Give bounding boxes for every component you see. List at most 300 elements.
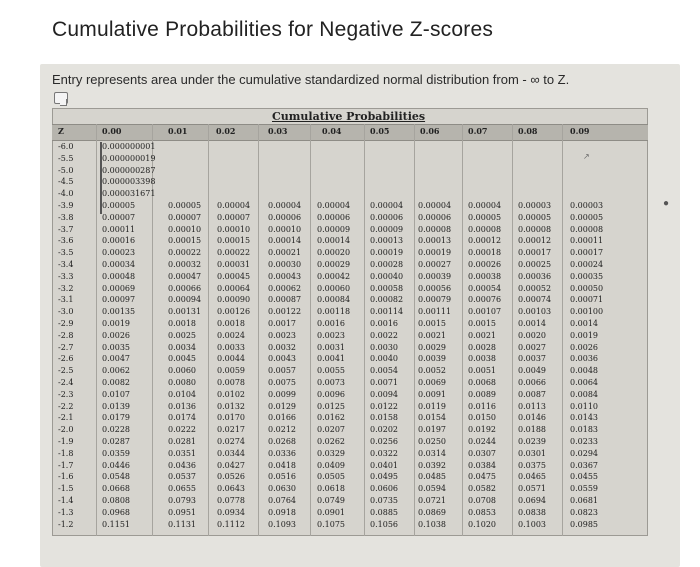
probability-cell: 0.00011 (102, 224, 136, 234)
probability-cell: 0.1003 (518, 519, 546, 529)
table-row (52, 248, 648, 258)
z-value: -2.1 (58, 413, 74, 423)
probability-cell: 0.0455 (570, 472, 598, 482)
probability-cell: 0.00015 (168, 236, 202, 246)
probability-cell: 0.1151 (102, 519, 130, 529)
probability-cell: 0.0516 (268, 472, 296, 482)
table-row (52, 343, 648, 353)
probability-cell: 0.00026 (468, 260, 502, 269)
probability-cell: 0.0375 (518, 460, 546, 470)
probability-cell: 0.0233 (570, 437, 598, 446)
probability-cell: 0.0034 (168, 342, 196, 352)
probability-cell: 0.0096 (317, 389, 345, 399)
probability-cell: 0.0073 (317, 378, 345, 387)
page-title: Cumulative Probabilities for Negative Z-scores (52, 18, 494, 41)
probability-cell: 0.0051 (468, 366, 496, 376)
z-value: -1.4 (58, 496, 74, 505)
probability-cell: 0.0183 (570, 425, 598, 435)
z-value: -2.9 (58, 319, 74, 328)
probability-cell: 0.0838 (518, 507, 546, 517)
probability-cell: 0.0446 (102, 460, 130, 470)
probability-cell: 0.0099 (268, 389, 296, 399)
probability-cell: 0.00114 (370, 307, 404, 317)
probability-cell: 0.0113 (518, 401, 546, 411)
probability-cell: 0.00097 (102, 295, 136, 305)
probability-cell: 0.00007 (168, 212, 202, 222)
table-row (52, 437, 648, 447)
table-row (52, 484, 648, 494)
z-value: -6.0 (58, 142, 74, 151)
probability-cell: 0.0089 (468, 389, 496, 399)
probability-cell: 0.0023 (268, 330, 296, 340)
probability-cell: 0.0170 (217, 413, 245, 423)
probability-cell: 0.0082 (102, 378, 130, 387)
probability-cell: 0.00005 (468, 212, 502, 222)
probability-cell: 0.0475 (468, 472, 496, 482)
probability-cell: 0.00079 (418, 295, 452, 305)
probability-cell: 0.0060 (168, 366, 196, 376)
probability-cell: 0.0281 (168, 437, 196, 446)
probability-cell: 0.0122 (370, 401, 398, 411)
probability-cell: 0.0436 (168, 460, 196, 470)
probability-cell: 0.00030 (268, 260, 302, 269)
z-value: -2.8 (58, 330, 74, 340)
z-value: -1.7 (58, 460, 74, 470)
probability-cell: 0.00013 (370, 236, 404, 246)
probability-cell: 0.0582 (468, 484, 496, 494)
probability-cell: 0.0019 (570, 330, 598, 340)
probability-cell: 0.00005 (570, 212, 604, 222)
probability-cell: 0.0014 (570, 319, 598, 328)
probability-cell: 0.0119 (418, 401, 446, 411)
table-row (52, 331, 648, 341)
probability-cell: 0.0033 (217, 342, 245, 352)
probability-cell: 0.00010 (217, 224, 251, 234)
probability-cell: 0.0037 (518, 354, 546, 364)
probability-cell: 0.0228 (102, 425, 130, 435)
z-value: -2.6 (58, 354, 74, 364)
probability-cell: 0.0465 (518, 472, 546, 482)
probability-cell: 0.00054 (468, 283, 502, 293)
probability-cell: 0.0107 (102, 389, 130, 399)
z-value: -4.5 (58, 177, 74, 187)
probability-cell: 0.0035 (102, 342, 130, 352)
probability-cell: 0.00004 (217, 201, 251, 210)
probability-cell: 0.0336 (268, 448, 296, 458)
z-value: -3.0 (58, 307, 74, 317)
probability-cell: 0.0087 (518, 389, 546, 399)
probability-cell: 0.0630 (268, 484, 296, 494)
probability-cell: 0.00005 (102, 201, 136, 210)
table-row (52, 177, 648, 187)
probability-cell: 0.00006 (370, 212, 404, 222)
probability-cell: 0.1038 (418, 519, 446, 529)
z-value: -4.0 (58, 189, 74, 199)
probability-cell: 0.00017 (518, 248, 552, 258)
probability-cell: 0.0571 (518, 484, 546, 494)
probability-cell: 0.00003 (570, 201, 604, 210)
probability-cell: 0.00008 (418, 224, 452, 234)
probability-cell: 0.0384 (468, 460, 496, 470)
probability-cell: 0.0146 (518, 413, 546, 423)
probability-cell: 0.00020 (317, 248, 351, 258)
probability-cell: 0.000000019 (102, 153, 156, 163)
probability-cell: 0.00058 (370, 283, 404, 293)
probability-cell: 0.0681 (570, 496, 598, 505)
probability-cell: 0.0054 (370, 366, 398, 376)
probability-cell: 0.0294 (570, 448, 598, 458)
probability-cell: 0.0080 (168, 378, 196, 387)
document-icon[interactable] (54, 92, 68, 104)
probability-cell: 0.00021 (268, 248, 302, 258)
probability-cell: 0.1075 (317, 519, 345, 529)
probability-cell: 0.0104 (168, 389, 196, 399)
probability-cell: 0.0041 (317, 354, 345, 364)
probability-cell: 0.0044 (217, 354, 245, 364)
probability-cell: 0.0154 (418, 413, 446, 423)
probability-cell: 0.0197 (418, 425, 446, 435)
table-row (52, 236, 648, 246)
probability-cell: 0.00071 (570, 295, 604, 305)
probability-cell: 0.0024 (217, 330, 245, 340)
probability-cell: 0.000000287 (102, 165, 156, 175)
probability-cell: 0.0166 (268, 413, 296, 423)
probability-cell: 0.0158 (370, 413, 398, 423)
probability-cell: 0.0116 (468, 401, 496, 411)
probability-cell: 0.0075 (268, 378, 296, 387)
probability-cell: 0.0055 (317, 366, 345, 376)
table-row (52, 272, 648, 282)
z-value: -3.1 (58, 295, 74, 305)
highlight-mark (100, 142, 102, 214)
column-header: 0.01 (168, 126, 188, 136)
table-row (52, 189, 648, 199)
probability-cell: 0.0427 (217, 460, 245, 470)
probability-cell: 0.0793 (168, 496, 196, 505)
probability-cell: 0.00039 (418, 271, 452, 281)
probability-cell: 0.00027 (418, 260, 452, 269)
probability-cell: 0.00042 (317, 271, 351, 281)
probability-cell: 0.00074 (518, 295, 552, 305)
probability-cell: 0.0069 (418, 378, 446, 387)
probability-cell: 0.0102 (217, 389, 245, 399)
probability-cell: 0.00062 (268, 283, 302, 293)
probability-cell: 0.0212 (268, 425, 296, 435)
probability-cell: 0.0505 (317, 472, 345, 482)
table-row (52, 366, 648, 376)
table-row (52, 307, 648, 317)
probability-cell: 0.0643 (217, 484, 245, 494)
probability-cell: 0.0032 (268, 342, 296, 352)
probability-cell: 0.0057 (268, 366, 296, 376)
probability-cell: 0.00003 (518, 201, 552, 210)
z-value: -3.2 (58, 283, 74, 293)
probability-cell: 0.0668 (102, 484, 130, 494)
probability-cell: 0.0043 (268, 354, 296, 364)
probability-cell: 0.1093 (268, 519, 296, 529)
probability-cell: 0.0162 (317, 413, 345, 423)
table-row (52, 520, 648, 530)
z-value: -1.5 (58, 484, 74, 494)
probability-cell: 0.0048 (570, 366, 598, 376)
probability-cell: 0.0287 (102, 437, 130, 446)
probability-cell: 0.00023 (102, 248, 136, 258)
table-row (52, 295, 648, 305)
probability-cell: 0.00060 (317, 283, 351, 293)
probability-cell: 0.00069 (102, 283, 136, 293)
probability-cell: 0.00010 (268, 224, 302, 234)
probability-cell: 0.0367 (570, 460, 598, 470)
probability-cell: 0.0526 (217, 472, 245, 482)
probability-cell: 0.0274 (217, 437, 245, 446)
probability-cell: 0.0351 (168, 448, 196, 458)
probability-cell: 0.00007 (102, 212, 136, 222)
table-row (52, 378, 648, 388)
probability-cell: 0.0022 (370, 330, 398, 340)
probability-cell: 0.00100 (570, 307, 604, 317)
table-row (52, 225, 648, 235)
probability-cell: 0.0853 (468, 507, 496, 517)
probability-cell: 0.0016 (317, 319, 345, 328)
table-row (52, 472, 648, 482)
probability-cell: 0.00045 (217, 271, 251, 281)
probability-cell: 0.0537 (168, 472, 196, 482)
probability-cell: 0.0136 (168, 401, 196, 411)
entry-description: Entry represents area under the cumulative standardized normal distribution from - ∞ to Z. (52, 72, 570, 87)
probability-cell: 0.0020 (518, 330, 546, 340)
probability-cell: 0.0548 (102, 472, 130, 482)
probability-cell: 0.0559 (570, 484, 598, 494)
probability-cell: 0.0129 (268, 401, 296, 411)
probability-cell: 0.0618 (317, 484, 345, 494)
probability-cell: 0.0606 (370, 484, 398, 494)
probability-cell: 0.0885 (370, 507, 398, 517)
probability-cell: 0.0015 (468, 319, 496, 328)
probability-cell: 0.0039 (418, 354, 446, 364)
z-value: -2.2 (58, 401, 74, 411)
probability-cell: 0.00014 (317, 236, 351, 246)
probability-cell: 0.0018 (168, 319, 196, 328)
probability-cell: 0.0307 (468, 448, 496, 458)
probability-cell: 0.0016 (370, 319, 398, 328)
table-row (52, 166, 648, 176)
table-row (52, 449, 648, 459)
probability-cell: 0.0052 (418, 366, 446, 376)
probability-cell: 0.0068 (468, 378, 496, 387)
table-row (52, 319, 648, 329)
probability-cell: 0.00005 (168, 201, 202, 210)
z-value: -3.3 (58, 271, 74, 281)
probability-cell: 0.0239 (518, 437, 546, 446)
probability-cell: 0.00012 (468, 236, 502, 246)
probability-cell: 0.00022 (217, 248, 251, 258)
probability-cell: 0.0031 (317, 342, 345, 352)
probability-cell: 0.0694 (518, 496, 546, 505)
probability-cell: 0.0594 (418, 484, 446, 494)
probability-cell: 0.000031671 (102, 189, 156, 199)
probability-cell: 0.1056 (370, 519, 398, 529)
probability-cell: 0.00010 (168, 224, 202, 234)
table-row (52, 213, 648, 223)
probability-cell: 0.00122 (268, 307, 302, 317)
probability-cell: 0.00126 (217, 307, 251, 317)
probability-cell: 0.00131 (168, 307, 202, 317)
table-row (52, 425, 648, 435)
z-value: -3.8 (58, 212, 74, 222)
probability-cell: 0.00008 (468, 224, 502, 234)
probability-cell: 0.0143 (570, 413, 598, 423)
probability-cell: 0.00034 (102, 260, 136, 269)
probability-cell: 0.00006 (418, 212, 452, 222)
z-value: -1.8 (58, 448, 74, 458)
probability-cell: 0.00008 (570, 224, 604, 234)
probability-cell: 0.0314 (418, 448, 446, 458)
probability-cell: 0.0708 (468, 496, 496, 505)
probability-cell: 0.0026 (102, 330, 130, 340)
z-value: -1.2 (58, 519, 74, 529)
table-row (52, 201, 648, 211)
probability-cell: 0.0192 (468, 425, 496, 435)
probability-cell: 0.0778 (217, 496, 245, 505)
probability-cell: 0.00035 (570, 271, 604, 281)
probability-cell: 0.0150 (468, 413, 496, 423)
probability-cell: 0.0721 (418, 496, 446, 505)
probability-cell: 0.0202 (370, 425, 398, 435)
probability-cell: 0.0392 (418, 460, 446, 470)
probability-cell: 0.00047 (168, 271, 202, 281)
column-header: 0.07 (468, 126, 488, 136)
z-value: -5.0 (58, 165, 74, 175)
table-row (52, 461, 648, 471)
probability-cell: 0.0125 (317, 401, 345, 411)
probability-cell: 0.00024 (570, 260, 604, 269)
table-caption: Cumulative Probabilities (272, 110, 426, 123)
probability-cell: 0.00135 (102, 307, 136, 317)
probability-cell: 0.00056 (418, 283, 452, 293)
z-value: -3.4 (58, 260, 74, 269)
z-value: -2.4 (58, 378, 74, 387)
probability-cell: 0.0030 (370, 342, 398, 352)
column-header: 0.02 (216, 126, 236, 136)
z-value: -5.5 (58, 153, 74, 163)
probability-cell: 0.00008 (518, 224, 552, 234)
probability-cell: 0.0951 (168, 507, 196, 517)
probability-cell: 0.0174 (168, 413, 196, 423)
probability-cell: 0.0344 (217, 448, 245, 458)
probability-cell: 0.0029 (418, 342, 446, 352)
probability-cell: 0.00009 (370, 224, 404, 234)
probability-cell: 0.0059 (217, 366, 245, 376)
probability-cell: 0.00040 (370, 271, 404, 281)
probability-cell: 0.0040 (370, 354, 398, 364)
probability-cell: 0.0021 (418, 330, 446, 340)
probability-cell: 0.0132 (217, 401, 245, 411)
z-value: -3.5 (58, 248, 74, 258)
probability-cell: 0.00014 (268, 236, 302, 246)
probability-cell: 0.0869 (418, 507, 446, 517)
z-value: -3.7 (58, 224, 74, 234)
table-row (52, 260, 648, 270)
table-row (52, 390, 648, 400)
probability-cell: 0.0071 (370, 378, 398, 387)
probability-cell: 0.0222 (168, 425, 196, 435)
probability-cell: 0.0329 (317, 448, 345, 458)
probability-cell: 0.0021 (468, 330, 496, 340)
side-dot: ● (663, 198, 670, 209)
table-row (52, 496, 648, 506)
probability-cell: 0.00015 (217, 236, 251, 246)
z-value: -2.0 (58, 425, 74, 435)
probability-cell: 0.00004 (268, 201, 302, 210)
probability-cell: 0.00005 (518, 212, 552, 222)
probability-cell: 0.00028 (370, 260, 404, 269)
probability-cell: 0.0250 (418, 437, 446, 446)
probability-cell: 0.00094 (168, 295, 202, 305)
probability-cell: 0.00016 (102, 236, 136, 246)
probability-cell: 0.0017 (268, 319, 296, 328)
z-value: -1.6 (58, 472, 74, 482)
column-header: 0.03 (268, 126, 288, 136)
probability-cell: 0.0015 (418, 319, 446, 328)
probability-cell: 0.0485 (418, 472, 446, 482)
probability-cell: 0.00011 (570, 236, 604, 246)
probability-cell: 0.00019 (418, 248, 452, 258)
probability-cell: 0.0049 (518, 366, 546, 376)
probability-cell: 0.0968 (102, 507, 130, 517)
probability-cell: 0.00050 (570, 283, 604, 293)
probability-cell: 0.00048 (102, 271, 136, 281)
probability-cell: 0.0038 (468, 354, 496, 364)
table-row (52, 142, 648, 152)
probability-cell: 0.0401 (370, 460, 398, 470)
probability-cell: 0.0823 (570, 507, 598, 517)
probability-cell: 0.00013 (418, 236, 452, 246)
probability-cell: 0.1131 (168, 519, 196, 529)
table-row (52, 413, 648, 423)
probability-cell: 0.00032 (168, 260, 202, 269)
probability-cell: 0.00004 (370, 201, 404, 210)
probability-cell: 0.00066 (168, 283, 202, 293)
probability-cell: 0.00076 (468, 295, 502, 305)
probability-cell: 0.0409 (317, 460, 345, 470)
column-header: Z (58, 126, 64, 136)
probability-cell: 0.0027 (518, 342, 546, 352)
probability-cell: 0.0179 (102, 413, 130, 423)
probability-cell: 0.00103 (518, 307, 552, 317)
probability-cell: 0.00009 (317, 224, 351, 234)
probability-cell: 0.0139 (102, 401, 130, 411)
probability-cell: 0.1020 (468, 519, 496, 529)
probability-cell: 0.00025 (518, 260, 552, 269)
z-value: -1.9 (58, 437, 74, 446)
probability-cell: 0.00031 (217, 260, 251, 269)
table-row (52, 402, 648, 412)
probability-cell: 0.0094 (370, 389, 398, 399)
column-header: 0.09 (570, 126, 590, 136)
probability-cell: 0.0418 (268, 460, 296, 470)
table-row (52, 284, 648, 294)
probability-cell: 0.0019 (102, 319, 130, 328)
probability-cell: 0.0188 (518, 425, 546, 435)
probability-cell: 0.0217 (217, 425, 245, 435)
probability-cell: 0.00017 (570, 248, 604, 258)
z-value: -3.6 (58, 236, 74, 246)
column-header: 0.00 (102, 126, 122, 136)
probability-cell: 0.0207 (317, 425, 345, 435)
column-header: 0.04 (322, 126, 342, 136)
probability-cell: 0.00004 (418, 201, 452, 210)
probability-cell: 0.0025 (168, 330, 196, 340)
